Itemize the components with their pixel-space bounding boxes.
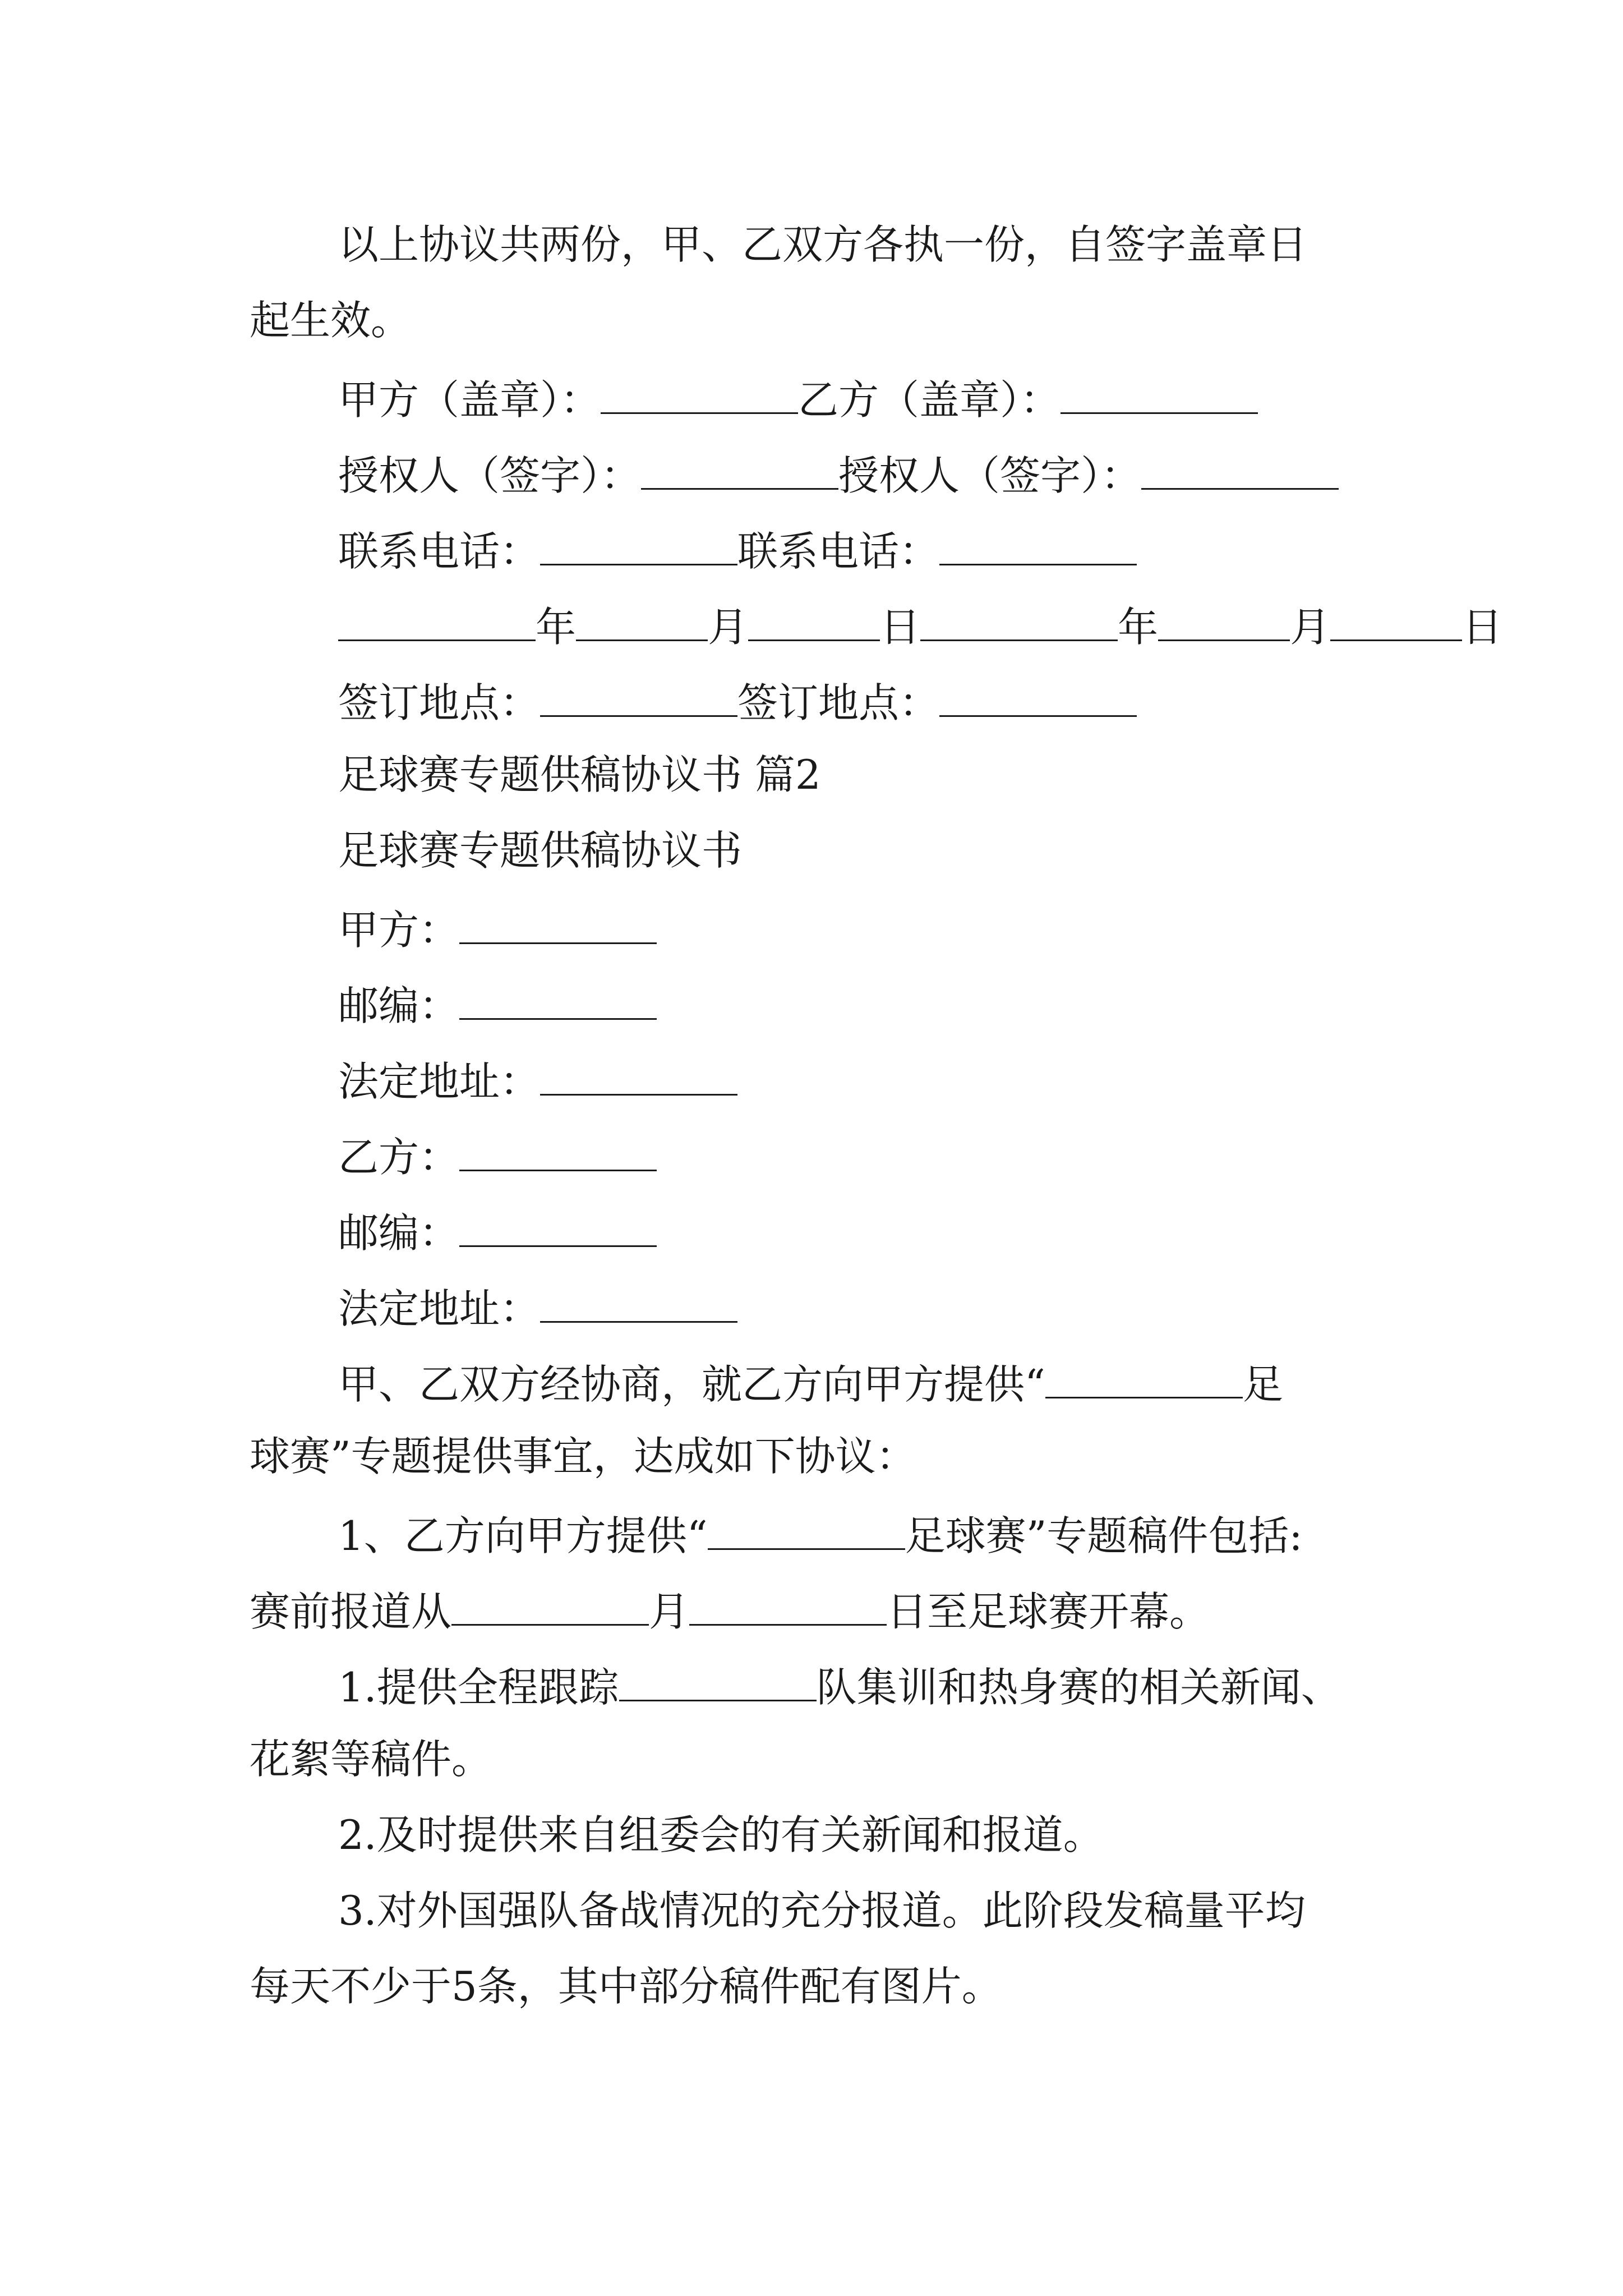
party-b-signer-label: 授权人（签字）： (838, 452, 1142, 499)
blank-field (540, 1285, 737, 1323)
text-line: 2.及时提供来自组委会的有关新闻和报道。 (338, 1811, 1104, 1858)
party-b-address-line (338, 1285, 737, 1332)
party-a-line (338, 906, 657, 954)
clause-1 (338, 1512, 1303, 1559)
sub-item-3-cont (250, 1963, 1002, 2010)
year-label: 年 (1118, 603, 1159, 651)
party-b-postcode-line (338, 1209, 657, 1257)
paragraph-intro (338, 1360, 1283, 1408)
postcode-label: 邮编： (338, 982, 460, 1029)
party-b-phone-label: 联系电话： (737, 527, 940, 575)
blank-field (459, 906, 657, 944)
text-line: 足球赛专题供稿协议书 篇2 (338, 751, 821, 798)
blank-field (641, 452, 838, 490)
party-b-line (338, 1133, 657, 1181)
party-a-signer-label: 授权人（签字）： (338, 452, 642, 499)
text-line: 1.提供全程跟踪 (338, 1663, 619, 1711)
authorized-person-line (338, 452, 1339, 499)
party-b-label: 乙方： (338, 1133, 460, 1181)
month-label: 月 (708, 603, 749, 651)
year-label: 年 (536, 603, 577, 651)
text-line: 队集训和热身赛的相关新闻、 (816, 1663, 1341, 1711)
party-a-postcode-line (338, 982, 657, 1029)
blank-field (540, 1057, 737, 1096)
paragraph-agreement-copies-cont (250, 297, 412, 344)
paragraph-agreement-copies (338, 221, 1308, 268)
party-b-place-label: 签订地点： (737, 679, 940, 726)
blank-field (459, 1133, 657, 1171)
blank-field (540, 679, 737, 717)
blank-field (619, 1663, 817, 1701)
blank-field (1330, 603, 1462, 641)
clause-1-cont (250, 1588, 1210, 1635)
document-title (338, 827, 743, 874)
party-a-phone-label: 联系电话： (338, 527, 541, 575)
text-line: 以上协议共两份，甲、乙双方各执一份，自签字盖章日 (338, 221, 1308, 268)
text-line: 足球赛”专题稿件包括: (905, 1512, 1303, 1559)
blank-field (601, 376, 798, 414)
blank-field (748, 603, 880, 641)
blank-field (1045, 1360, 1243, 1398)
blank-field (1141, 452, 1339, 490)
party-a-label: 甲方： (338, 906, 460, 954)
sub-item-2 (338, 1811, 1104, 1858)
seal-line (338, 376, 1258, 424)
blank-field (451, 1588, 649, 1626)
phone-line (338, 527, 1137, 575)
blank-field (708, 1512, 905, 1550)
address-label: 法定地址： (338, 1285, 541, 1332)
blank-field (576, 603, 708, 641)
party-a-seal-label: 甲方（盖章）： (338, 376, 601, 424)
sub-item-1-cont (250, 1736, 492, 1783)
text-line: 足球赛专题供稿协议书 (338, 827, 743, 874)
sub-item-1 (338, 1663, 1341, 1711)
paragraph-intro-cont (250, 1433, 916, 1480)
sub-item-3 (338, 1887, 1306, 1934)
blank-field (939, 679, 1137, 717)
blank-field (689, 1588, 887, 1626)
blank-field (459, 982, 657, 1020)
party-a-place-label: 签订地点： (338, 679, 541, 726)
party-a-address-line (338, 1057, 737, 1105)
text-line: 甲、乙双方经协商，就乙方向甲方提供“ (338, 1360, 1045, 1408)
address-label: 法定地址： (338, 1057, 541, 1105)
blank-field (459, 1209, 657, 1247)
signing-place-line (338, 679, 1137, 726)
text-line: 3.对外国强队备战情况的充分报道。此阶段发稿量平均 (338, 1887, 1306, 1934)
text-line: 足 (1242, 1360, 1283, 1408)
month-label: 月 (1290, 603, 1331, 651)
blank-field (1158, 603, 1290, 641)
text-line: 每天不少于5条，其中部分稿件配有图片。 (250, 1963, 1002, 2010)
text-line: 花絮等稿件。 (250, 1736, 492, 1783)
blank-field (939, 527, 1137, 565)
party-b-seal-label: 乙方（盖章）： (798, 376, 1061, 424)
text-line: 起生效。 (250, 297, 412, 344)
blank-field (540, 527, 737, 565)
day-label: 日 (1462, 603, 1503, 651)
day-label: 日 (880, 603, 921, 651)
blank-field (920, 603, 1118, 641)
text-line: 月 (649, 1588, 690, 1635)
blank-field (338, 603, 536, 641)
postcode-label: 邮编： (338, 1209, 460, 1257)
text-line: 球赛”专题提供事宜，达成如下协议： (250, 1433, 916, 1480)
text-line: 赛前报道从 (250, 1588, 452, 1635)
blank-field (1061, 376, 1258, 414)
date-line (338, 603, 1503, 651)
text-line: 1、乙方向甲方提供“ (338, 1512, 708, 1559)
section-heading (338, 751, 821, 798)
text-line: 日至足球赛开幕。 (887, 1588, 1210, 1635)
